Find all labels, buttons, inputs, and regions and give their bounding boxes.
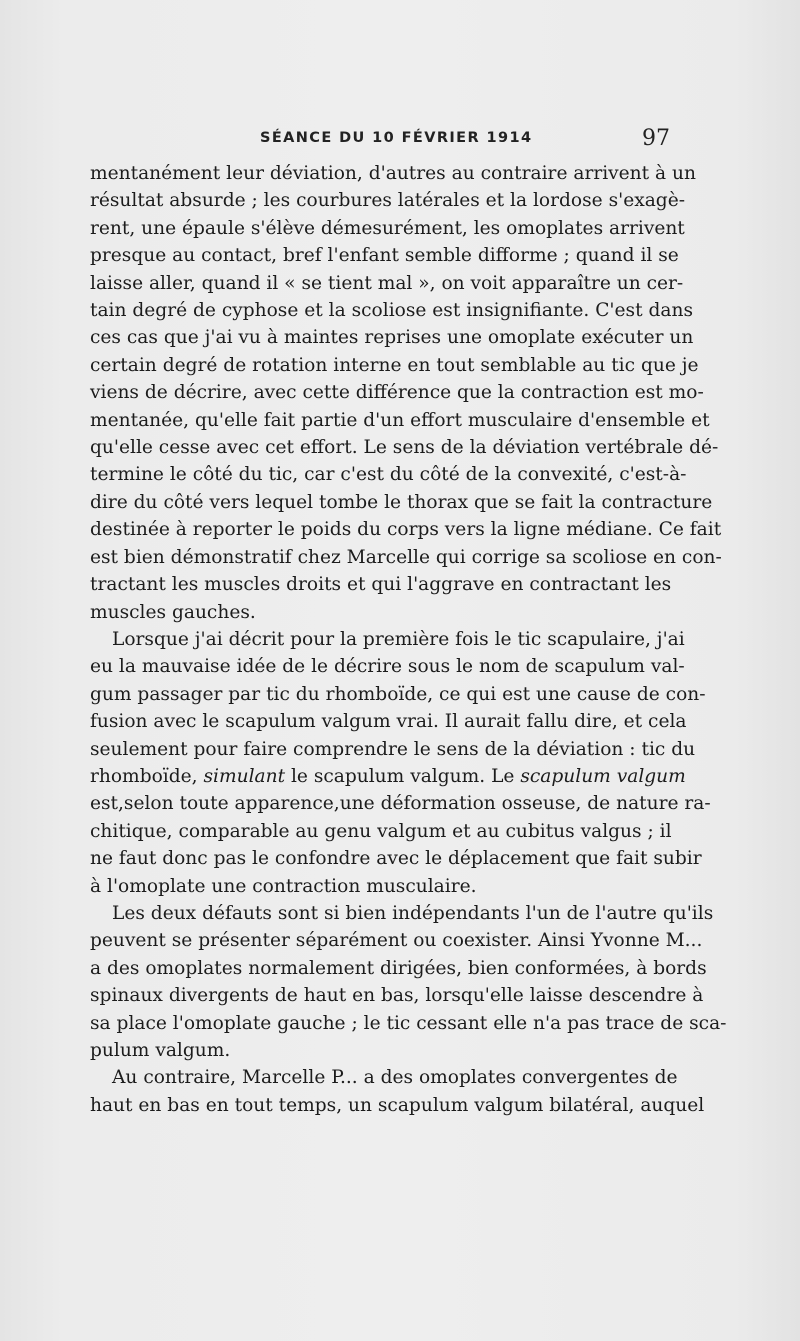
text-line: presque au contact, bref l'enfant semble difforme ; quand il se [90,245,679,267]
text-line: ces cas que j'ai vu à maintes reprises une omoplate exécuter un [90,327,694,349]
text-line: spinaux divergents de haut en bas, lorsqu'elle laisse descendre à [90,985,704,1007]
paragraph-1 [90,160,722,626]
text-line: tractant les muscles droits et qui l'aggrave en contractant les [90,574,672,596]
paragraph-4 [90,1064,705,1119]
text-line: sa place l'omoplate gauche ; le tic cessant elle n'a pas trace de sca- [90,1012,727,1034]
text-line: termine le côté du tic, car c'est du côté de la convexité, c'est-à- [90,464,687,486]
text-line: a des omoplates normalement dirigées, bien conformées, à bords [90,957,707,979]
text-line: fusion avec le scapulum valgum vrai. Il aurait fallu dire, et cela [90,711,687,733]
text-line: à l'omoplate une contraction musculaire. [90,875,477,897]
text-line: eu la mauvaise idée de le décrire sous le nom de scapulum val- [90,656,685,678]
text-line: est,selon toute apparence,une déformation osseuse, de nature ra- [90,793,711,815]
page-header [260,126,670,156]
text-line: pulum valgum. [90,1040,231,1061]
text-line: mentanée, qu'elle fait partie d'un effort musculaire d'ensemble et [90,409,710,431]
text-line: ne faut donc pas le confondre avec le déplacement que fait subir [90,848,702,870]
text-line: est bien démonstratif chez Marcelle qui corrige sa scoliose en con- [90,546,722,568]
text-line: peuvent se présenter séparément ou coexister. Ainsi Yvonne M... [90,930,703,952]
page-number: 97 [642,126,670,151]
text-line: chitique, comparable au genu valgum et au cubitus valgus ; il [90,820,672,842]
paragraph-3 [90,900,727,1064]
paragraph-2 [90,626,711,900]
text-line: dire du côté vers lequel tombe le thorax que se fait la contracture [90,491,713,513]
text-line: rhomboïde, simulant le scapulum valgum. Le scapulum valgum [90,765,686,787]
text-line: laisse aller, quand il « se tient mal », on voit apparaître un cer- [90,272,684,294]
text-line: gum passager par tic du rhomboïde, ce qui est une cause de con- [90,683,706,705]
text-line: haut en bas en tout temps, un scapulum valgum bilatéral, auquel [90,1094,705,1116]
text-line: résultat absurde ; les courbures latérales et la lordose s'exagè- [90,190,685,212]
text-line: mentanément leur déviation, d'autres au contraire arrivent à un [90,163,696,184]
text-line: Lorsque j'ai décrit pour la première fois le tic scapulaire, j'ai [112,628,685,650]
text-line: muscles gauches. [90,601,256,623]
running-head: SÉANCE DU 10 FÉVRIER 1914 [260,130,533,146]
text-line: Au contraire, Marcelle P... a des omoplates convergentes de [112,1067,678,1089]
text-line: certain degré de rotation interne en tout semblable au tic que je [90,354,699,376]
text-line: seulement pour faire comprendre le sens de la déviation : tic du [90,738,696,760]
text-line: tain degré de cyphose et la scoliose est insignifiante. C'est dans [90,300,693,322]
text-line: destinée à reporter le poids du corps vers la ligne médiane. Ce fait [90,519,722,541]
text-line: Les deux défauts sont si bien indépendants l'un de l'autre qu'ils [112,902,714,924]
text-line: rent, une épaule s'élève démesurément, les omoplates arrivent [90,217,685,239]
body-text [90,160,727,1119]
text-line: viens de décrire, avec cette différence que la contraction est mo- [90,382,704,404]
text-line: qu'elle cesse avec cet effort. Le sens de la déviation vertébrale dé- [90,437,719,459]
